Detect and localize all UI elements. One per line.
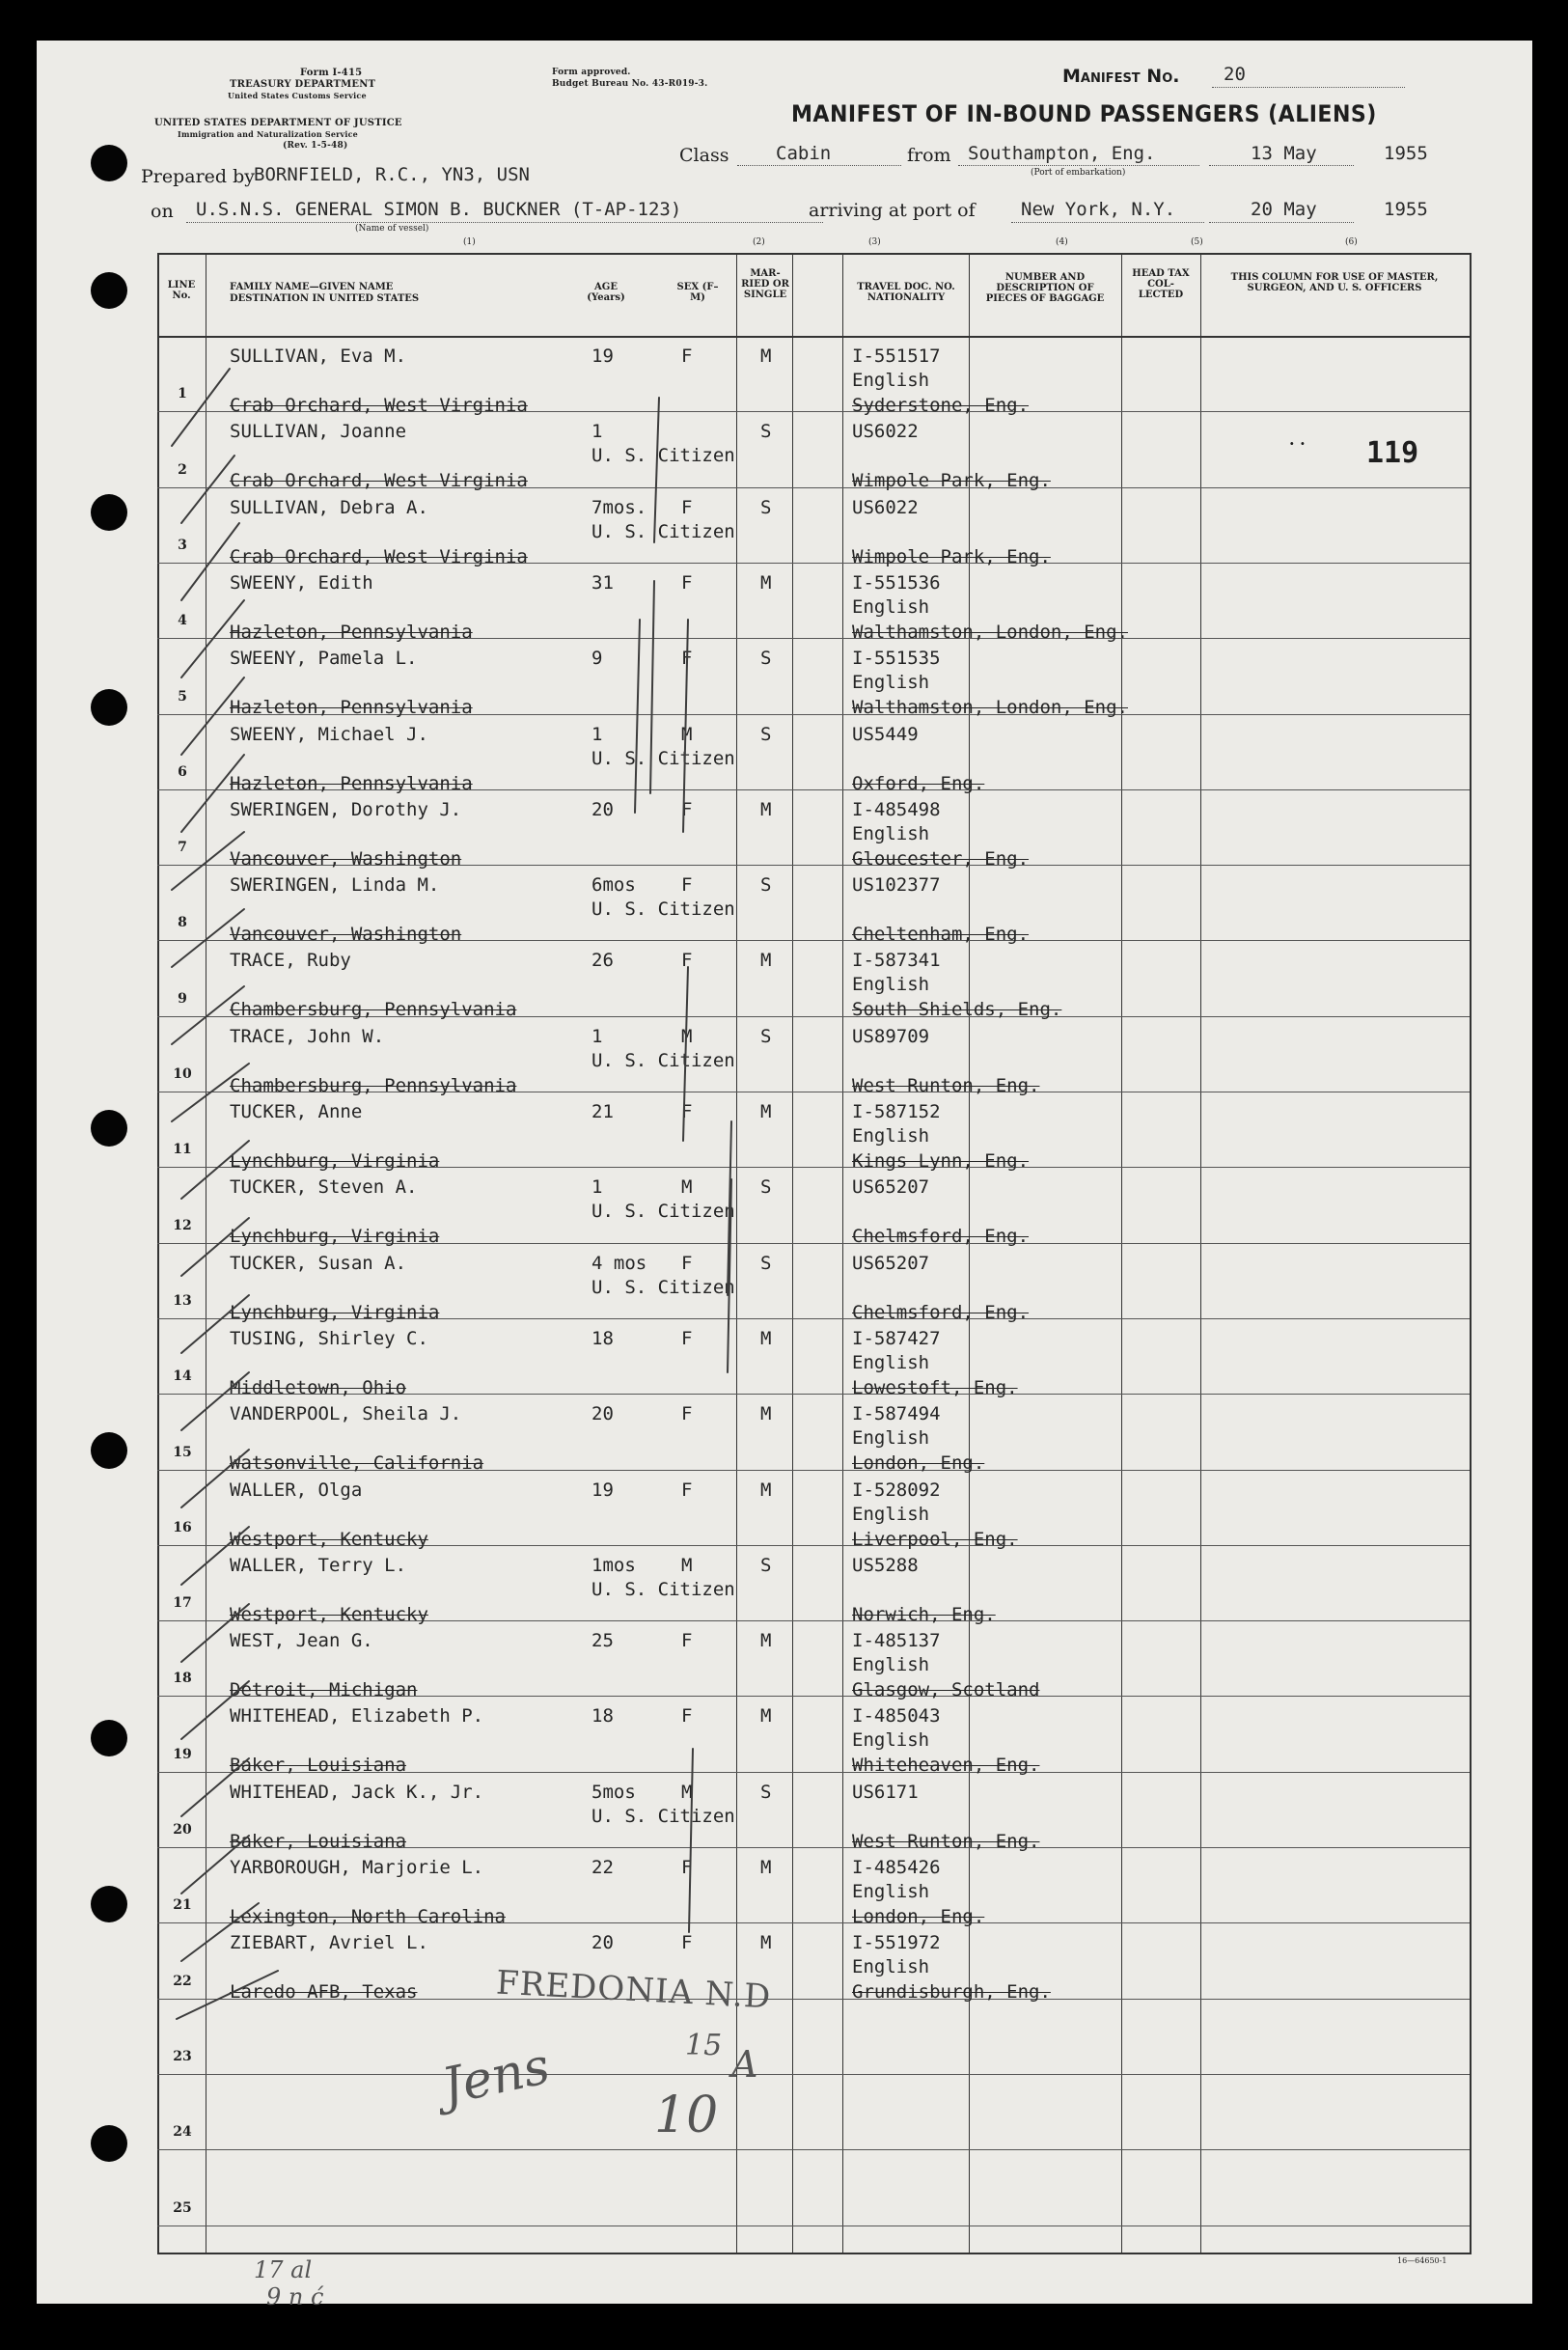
passenger-nationality: English bbox=[852, 1351, 930, 1373]
line-number: 13 bbox=[173, 1292, 192, 1309]
passenger-nationality: English bbox=[852, 370, 930, 391]
passenger-travel-doc: I-551972 bbox=[852, 1932, 941, 1954]
passenger-origin: Oxford, Eng. bbox=[852, 772, 985, 794]
col-header-age: AGE (Years) bbox=[587, 282, 625, 303]
col-number: (6) bbox=[1345, 237, 1358, 247]
passenger-nationality: English bbox=[852, 595, 930, 618]
col-header-officers: THIS COLUMN FOR USE OF MASTER, SURGEON, AND U. S. OFFICERS bbox=[1230, 272, 1439, 293]
passenger-age: 7mos. bbox=[591, 496, 647, 518]
arrival-underline bbox=[1011, 222, 1204, 223]
passenger-marital-status: S bbox=[760, 1025, 772, 1047]
passenger-age: 1 bbox=[591, 723, 603, 745]
passenger-origin: Chelmsford, Eng. bbox=[852, 1226, 1030, 1248]
col-header-travel-doc: TRAVEL DOC. NO. NATIONALITY bbox=[857, 282, 955, 303]
line-number: 10 bbox=[173, 1066, 192, 1082]
line-number: 19 bbox=[173, 1746, 192, 1762]
passenger-sex: F bbox=[681, 1252, 693, 1274]
passenger-travel-doc: I-528092 bbox=[852, 1479, 941, 1501]
passenger-destination: Vancouver, Washington bbox=[230, 924, 462, 946]
passenger-origin: Grundisburgh, Eng. bbox=[852, 1981, 1051, 2004]
treasury-dept: TREASURY DEPARTMENT bbox=[230, 79, 376, 90]
passenger-marital-status: S bbox=[760, 496, 772, 518]
passenger-travel-doc: US5288 bbox=[852, 1554, 919, 1576]
passenger-age: 4 mos bbox=[591, 1252, 647, 1274]
col-header-name: FAMILY NAME—GIVEN NAME bbox=[230, 282, 394, 292]
passenger-nationality: English bbox=[852, 974, 930, 996]
passenger-destination: Chambersburg, Pennsylvania bbox=[230, 999, 517, 1021]
passenger-sex: F bbox=[681, 1857, 693, 1878]
page-title: MANIFEST OF IN-BOUND PASSENGERS (ALIENS) bbox=[791, 100, 1377, 127]
manifest-no-value: 20 bbox=[1224, 64, 1246, 85]
passenger-sex: M bbox=[681, 723, 693, 745]
passenger-sex: M bbox=[681, 1781, 693, 1803]
passenger-marital-status: S bbox=[760, 723, 772, 745]
passenger-nationality: English bbox=[852, 1125, 930, 1147]
from-label: from bbox=[907, 145, 951, 166]
passenger-travel-doc: US5449 bbox=[852, 723, 919, 745]
col-divider bbox=[842, 253, 843, 2253]
passenger-sex: F bbox=[681, 1101, 693, 1122]
passenger-origin: Wimpole Park, Eng. bbox=[852, 470, 1051, 492]
passenger-marital-status: M bbox=[760, 1932, 772, 1954]
officer-page-number: 119 bbox=[1366, 436, 1419, 470]
passenger-sex: F bbox=[681, 496, 693, 518]
binder-hole bbox=[91, 272, 127, 309]
passenger-citizenship: U. S. Citizen bbox=[591, 520, 735, 542]
passenger-name: SULLIVAN, Eva M. bbox=[230, 346, 407, 367]
passenger-age: 22 bbox=[591, 1857, 614, 1878]
line-number: 23 bbox=[173, 2048, 192, 2064]
arrival-date: 20 May bbox=[1251, 199, 1317, 220]
budget-bureau: Budget Bureau No. 43-R019-3. bbox=[552, 79, 708, 89]
passenger-destination: Laredo AFB, Texas bbox=[230, 1981, 418, 2004]
col-header-sex: SEX (F–M) bbox=[676, 282, 719, 303]
passenger-marital-status: S bbox=[760, 874, 772, 897]
passenger-sex: F bbox=[681, 1932, 693, 1954]
handwritten-fredonia: FREDONIA N.D bbox=[495, 1963, 773, 2017]
passenger-name: SWEENY, Pamela L. bbox=[230, 648, 418, 670]
col-header-destination: DESTINATION IN UNITED STATES bbox=[230, 293, 420, 304]
passenger-travel-doc: US6022 bbox=[852, 421, 919, 443]
passenger-name: ZIEBART, Avriel L. bbox=[230, 1932, 428, 1954]
from-underline bbox=[958, 165, 1199, 166]
passenger-sex: F bbox=[681, 1630, 693, 1652]
passenger-marital-status: S bbox=[760, 648, 772, 670]
line-number: 4 bbox=[178, 613, 187, 629]
manifest-no-label: Manifest No. bbox=[1062, 66, 1180, 87]
passenger-sex: F bbox=[681, 571, 693, 594]
handwritten-bottom-2: 9 n ć bbox=[266, 2283, 324, 2310]
passenger-travel-doc: US6022 bbox=[852, 496, 919, 518]
passenger-name: WALLER, Olga bbox=[230, 1479, 363, 1501]
passenger-marital-status: M bbox=[760, 1705, 772, 1728]
passenger-citizenship: U. S. Citizen bbox=[591, 1276, 735, 1298]
passenger-destination: Lynchburg, Virginia bbox=[230, 1226, 440, 1248]
binder-hole bbox=[91, 2125, 127, 2162]
passenger-travel-doc: I-485137 bbox=[852, 1630, 941, 1652]
passenger-nationality: English bbox=[852, 1729, 930, 1752]
embark-caption: (Port of embarkation) bbox=[1031, 168, 1126, 178]
passenger-citizenship: U. S. Citizen bbox=[591, 1049, 735, 1071]
passenger-name: WALLER, Terry L. bbox=[230, 1554, 407, 1576]
col-number: (4) bbox=[1056, 237, 1068, 247]
passenger-origin: London, Eng. bbox=[852, 1452, 985, 1475]
passenger-age: 6mos bbox=[591, 874, 636, 897]
passenger-citizenship: U. S. Citizen bbox=[591, 445, 735, 467]
arrival-port: New York, N.Y. bbox=[1021, 199, 1176, 220]
passenger-destination: Lexington, North Carolina bbox=[230, 1906, 506, 1927]
passenger-marital-status: M bbox=[760, 1403, 772, 1425]
line-number: 5 bbox=[178, 688, 187, 705]
vessel-underline bbox=[186, 222, 823, 223]
class-value: Cabin bbox=[776, 143, 832, 164]
col-header-line-no: LINE No. bbox=[167, 280, 196, 301]
passenger-marital-status: S bbox=[760, 1176, 772, 1199]
line-number: 17 bbox=[173, 1595, 192, 1612]
passenger-origin: South Shields, Eng. bbox=[852, 999, 1062, 1021]
arrival-year: 1955 bbox=[1384, 199, 1428, 220]
dep-date-underline bbox=[1209, 165, 1354, 166]
passenger-nationality: English bbox=[852, 1503, 930, 1525]
passenger-name: SWEENY, Michael J. bbox=[230, 723, 428, 745]
passenger-origin: Whiteheaven, Eng. bbox=[852, 1755, 1040, 1777]
passenger-age: 1mos bbox=[591, 1554, 636, 1576]
passenger-marital-status: S bbox=[760, 1781, 772, 1803]
form-revision: (Rev. 1-5-48) bbox=[283, 141, 348, 151]
passenger-citizenship: U. S. Citizen bbox=[591, 1201, 735, 1223]
passenger-marital-status: M bbox=[760, 1479, 772, 1501]
passenger-name: TUCKER, Anne bbox=[230, 1101, 363, 1122]
col-number: (3) bbox=[868, 237, 881, 247]
passenger-travel-doc: US89709 bbox=[852, 1025, 930, 1047]
passenger-marital-status: S bbox=[760, 421, 772, 443]
passenger-nationality: English bbox=[852, 1654, 930, 1676]
passenger-nationality: English bbox=[852, 672, 930, 694]
passenger-age: 1 bbox=[591, 1176, 603, 1199]
passenger-destination: Crab Orchard, West Virginia bbox=[230, 395, 528, 416]
passenger-age: 20 bbox=[591, 798, 614, 820]
col-number: (1) bbox=[463, 237, 476, 247]
passenger-age: 1 bbox=[591, 1025, 603, 1047]
line-number: 22 bbox=[173, 1973, 192, 1989]
col-header-head-tax: HEAD TAX COL- LECTED bbox=[1132, 268, 1190, 300]
col-header-married: MAR- RIED OR SINGLE bbox=[741, 268, 789, 300]
passenger-travel-doc: I-551536 bbox=[852, 571, 941, 594]
line-number: 21 bbox=[173, 1897, 192, 1914]
passenger-citizenship: U. S. Citizen bbox=[591, 1805, 735, 1827]
line-number: 24 bbox=[173, 2124, 192, 2141]
class-underline bbox=[737, 165, 901, 166]
passenger-destination: Hazleton, Pennsylvania bbox=[230, 621, 473, 643]
line-number: 6 bbox=[178, 763, 187, 780]
line-number: 11 bbox=[173, 1142, 192, 1158]
passenger-name: TUCKER, Steven A. bbox=[230, 1176, 418, 1199]
passenger-age: 19 bbox=[591, 1479, 614, 1501]
passenger-marital-status: M bbox=[760, 346, 772, 367]
passenger-name: VANDERPOOL, Sheila J. bbox=[230, 1403, 462, 1425]
form-number: Form I-415 bbox=[300, 68, 363, 78]
ins-service: Immigration and Naturalization Service bbox=[178, 129, 358, 139]
passenger-age: 19 bbox=[591, 346, 614, 367]
passenger-sex: F bbox=[681, 346, 693, 367]
col-divider bbox=[736, 253, 737, 2253]
line-number: 9 bbox=[178, 990, 187, 1007]
passenger-marital-status: M bbox=[760, 1630, 772, 1652]
passenger-age: 31 bbox=[591, 571, 614, 594]
col-divider bbox=[1200, 253, 1201, 2253]
passenger-destination: Middletown, Ohio bbox=[230, 1376, 407, 1398]
passenger-travel-doc: I-485498 bbox=[852, 798, 941, 820]
from-port: Southampton, Eng. bbox=[968, 143, 1156, 164]
handwritten-count-tail: A bbox=[731, 2043, 758, 2086]
row-divider bbox=[157, 2074, 1470, 2075]
passenger-origin: Norwich, Eng. bbox=[852, 1603, 996, 1625]
passenger-origin: Gloucester, Eng. bbox=[852, 847, 1030, 870]
passenger-age: 20 bbox=[591, 1403, 614, 1425]
line-number: 2 bbox=[178, 461, 187, 478]
passenger-travel-doc: US6171 bbox=[852, 1781, 919, 1803]
passenger-destination: Lynchburg, Virginia bbox=[230, 1150, 440, 1172]
passenger-travel-doc: I-551517 bbox=[852, 346, 941, 367]
passenger-name: SWERINGEN, Linda M. bbox=[230, 874, 440, 897]
passenger-destination: Hazleton, Pennsylvania bbox=[230, 697, 473, 719]
prepared-by: BORNFIELD, R.C., YN3, USN bbox=[254, 164, 530, 185]
passenger-sex: M bbox=[681, 1554, 693, 1576]
binder-hole bbox=[91, 1886, 127, 1922]
passenger-travel-doc: I-485043 bbox=[852, 1705, 941, 1728]
passenger-age: 9 bbox=[591, 648, 603, 670]
passenger-origin: Liverpool, Eng. bbox=[852, 1528, 1018, 1550]
arriving-label: arriving at port of bbox=[809, 200, 976, 221]
vessel-caption: (Name of vessel) bbox=[355, 224, 429, 234]
passenger-age: 21 bbox=[591, 1101, 614, 1122]
passenger-marital-status: S bbox=[760, 1554, 772, 1576]
passenger-marital-status: S bbox=[760, 1252, 772, 1274]
passenger-sex: F bbox=[681, 1479, 693, 1501]
passenger-sex: F bbox=[681, 648, 693, 670]
passenger-sex: F bbox=[681, 1705, 693, 1728]
binder-hole bbox=[91, 1720, 127, 1756]
passenger-travel-doc: I-485426 bbox=[852, 1857, 941, 1878]
passenger-name: TRACE, Ruby bbox=[230, 950, 351, 972]
handwritten-count: 10 bbox=[654, 2087, 719, 2144]
passenger-citizenship: U. S. Citizen bbox=[591, 1578, 735, 1600]
passenger-age: 5mos bbox=[591, 1781, 636, 1803]
passenger-sex: M bbox=[681, 1176, 693, 1199]
passenger-name: SULLIVAN, Joanne bbox=[230, 421, 407, 443]
passenger-origin: West Runton, Eng. bbox=[852, 1074, 1040, 1096]
form-approved: Form approved. bbox=[552, 68, 631, 77]
passenger-origin: Lowestoft, Eng. bbox=[852, 1376, 1018, 1398]
passenger-destination: Westport, Kentucky bbox=[230, 1603, 428, 1625]
passenger-travel-doc: US102377 bbox=[852, 874, 941, 897]
class-label: Class bbox=[679, 145, 729, 166]
line-number: 18 bbox=[173, 1671, 192, 1687]
passenger-name: TUCKER, Susan A. bbox=[230, 1252, 407, 1274]
passenger-origin: Syderstone, Eng. bbox=[852, 395, 1030, 416]
passenger-origin: Kings Lynn, Eng. bbox=[852, 1150, 1030, 1172]
passenger-name: SWEENY, Edith bbox=[230, 571, 373, 594]
line-number: 3 bbox=[178, 537, 187, 553]
passenger-origin: Cheltenham, Eng. bbox=[852, 924, 1030, 946]
manifest-no-underline bbox=[1212, 87, 1405, 88]
passenger-sex: M bbox=[681, 1025, 693, 1047]
col-divider bbox=[1121, 253, 1122, 2253]
line-number: 25 bbox=[173, 2199, 192, 2216]
passenger-marital-status: M bbox=[760, 950, 772, 972]
justice-dept: UNITED STATES DEPARTMENT OF JUSTICE bbox=[154, 118, 402, 128]
customs-service: United States Customs Service bbox=[228, 91, 367, 100]
passenger-name: TUSING, Shirley C. bbox=[230, 1327, 428, 1349]
on-label: on bbox=[151, 201, 174, 222]
passenger-name: YARBOROUGH, Marjorie L. bbox=[230, 1857, 484, 1878]
passenger-nationality: English bbox=[852, 1881, 930, 1902]
passenger-destination: Watsonville, California bbox=[230, 1452, 484, 1475]
passenger-age: 20 bbox=[591, 1932, 614, 1954]
passenger-travel-doc: US65207 bbox=[852, 1176, 930, 1199]
passenger-sex: F bbox=[681, 798, 693, 820]
officer-dots: · · bbox=[1289, 434, 1306, 453]
passenger-nationality: English bbox=[852, 1427, 930, 1450]
passenger-age: 18 bbox=[591, 1705, 614, 1728]
passenger-travel-doc: I-587427 bbox=[852, 1327, 941, 1349]
binder-hole bbox=[91, 145, 127, 181]
print-code: 16—64650-1 bbox=[1397, 2256, 1447, 2265]
passenger-marital-status: M bbox=[760, 571, 772, 594]
line-number: 15 bbox=[173, 1444, 192, 1460]
line-number: 7 bbox=[178, 840, 187, 856]
col-number: (2) bbox=[753, 237, 765, 247]
passenger-travel-doc: I-587152 bbox=[852, 1101, 941, 1122]
passenger-name: WEST, Jean G. bbox=[230, 1630, 373, 1652]
manifest-page bbox=[37, 41, 1532, 2310]
passenger-sex: F bbox=[681, 1403, 693, 1425]
passenger-destination: Baker, Louisiana bbox=[230, 1830, 407, 1852]
passenger-origin: Glasgow, Scotland bbox=[852, 1679, 1040, 1701]
binder-hole bbox=[91, 689, 127, 726]
line-number: 1 bbox=[178, 386, 187, 402]
passenger-age: 1 bbox=[591, 421, 603, 443]
passenger-sex: F bbox=[681, 1327, 693, 1349]
passenger-nationality: English bbox=[852, 822, 930, 844]
passenger-name: WHITEHEAD, Elizabeth P. bbox=[230, 1705, 484, 1728]
passenger-origin: Walthamston, London, Eng. bbox=[852, 621, 1128, 643]
line-number: 12 bbox=[173, 1217, 192, 1233]
line-number: 16 bbox=[173, 1519, 192, 1535]
line-number: 8 bbox=[178, 915, 187, 931]
passenger-destination: Vancouver, Washington bbox=[230, 847, 462, 870]
passenger-destination: Hazleton, Pennsylvania bbox=[230, 772, 473, 794]
col-divider bbox=[792, 253, 793, 2253]
passenger-origin: Chelmsford, Eng. bbox=[852, 1301, 1030, 1323]
passenger-travel-doc: US65207 bbox=[852, 1252, 930, 1274]
passenger-age: 18 bbox=[591, 1327, 614, 1349]
passenger-origin: Wimpole Park, Eng. bbox=[852, 545, 1051, 567]
passenger-destination: Chambersburg, Pennsylvania bbox=[230, 1074, 517, 1096]
passenger-age: 26 bbox=[591, 950, 614, 972]
passenger-name: TRACE, John W. bbox=[230, 1025, 385, 1047]
line-number: 20 bbox=[173, 1822, 192, 1838]
passenger-destination: Detroit, Michigan bbox=[230, 1679, 418, 1701]
passenger-marital-status: M bbox=[760, 798, 772, 820]
passenger-marital-status: M bbox=[760, 1857, 772, 1878]
passenger-nationality: English bbox=[852, 1956, 930, 1978]
passenger-travel-doc: I-551535 bbox=[852, 648, 941, 670]
binder-hole bbox=[91, 1432, 127, 1469]
vessel-name: U.S.N.S. GENERAL SIMON B. BUCKNER (T-AP-123) bbox=[196, 199, 682, 220]
prepared-label: Prepared by bbox=[141, 166, 256, 187]
passenger-citizenship: U. S. Citizen bbox=[591, 899, 735, 921]
passenger-marital-status: M bbox=[760, 1327, 772, 1349]
binder-hole bbox=[91, 494, 127, 531]
passenger-destination: Baker, Louisiana bbox=[230, 1755, 407, 1777]
passenger-sex: F bbox=[681, 874, 693, 897]
passenger-destination: Crab Orchard, West Virginia bbox=[230, 545, 528, 567]
passenger-name: SWERINGEN, Dorothy J. bbox=[230, 798, 462, 820]
line-number: 14 bbox=[173, 1369, 192, 1385]
departure-year: 1955 bbox=[1384, 143, 1428, 164]
binder-hole bbox=[91, 1110, 127, 1147]
passenger-destination: Crab Orchard, West Virginia bbox=[230, 470, 528, 492]
arr-date-underline bbox=[1209, 222, 1354, 223]
header-divider bbox=[157, 336, 1470, 338]
passenger-origin: West Runton, Eng. bbox=[852, 1830, 1040, 1852]
passenger-age: 25 bbox=[591, 1630, 614, 1652]
passenger-name: WHITEHEAD, Jack K., Jr. bbox=[230, 1781, 484, 1803]
passenger-origin: Walthamston, London, Eng. bbox=[852, 697, 1128, 719]
handwritten-bottom-1: 17 al bbox=[254, 2256, 313, 2283]
col-number: (5) bbox=[1191, 237, 1203, 247]
passenger-travel-doc: I-587494 bbox=[852, 1403, 941, 1425]
passenger-name: SULLIVAN, Debra A. bbox=[230, 496, 428, 518]
passenger-sex: F bbox=[681, 950, 693, 972]
row-divider bbox=[157, 2149, 1470, 2150]
handwritten-initials: Jens bbox=[436, 2037, 555, 2116]
handwritten-count-sup: 15 bbox=[685, 2029, 723, 2062]
passenger-origin: London, Eng. bbox=[852, 1906, 985, 1927]
passenger-citizenship: U. S. Citizen bbox=[591, 747, 735, 769]
passenger-destination: Lynchburg, Virginia bbox=[230, 1301, 440, 1323]
passenger-marital-status: M bbox=[760, 1101, 772, 1122]
col-header-baggage: NUMBER AND DESCRIPTION OF PIECES OF BAGGAGE bbox=[985, 272, 1105, 304]
passenger-destination: Westport, Kentucky bbox=[230, 1528, 428, 1550]
passenger-travel-doc: I-587341 bbox=[852, 950, 941, 972]
departure-date: 13 May bbox=[1251, 143, 1317, 164]
